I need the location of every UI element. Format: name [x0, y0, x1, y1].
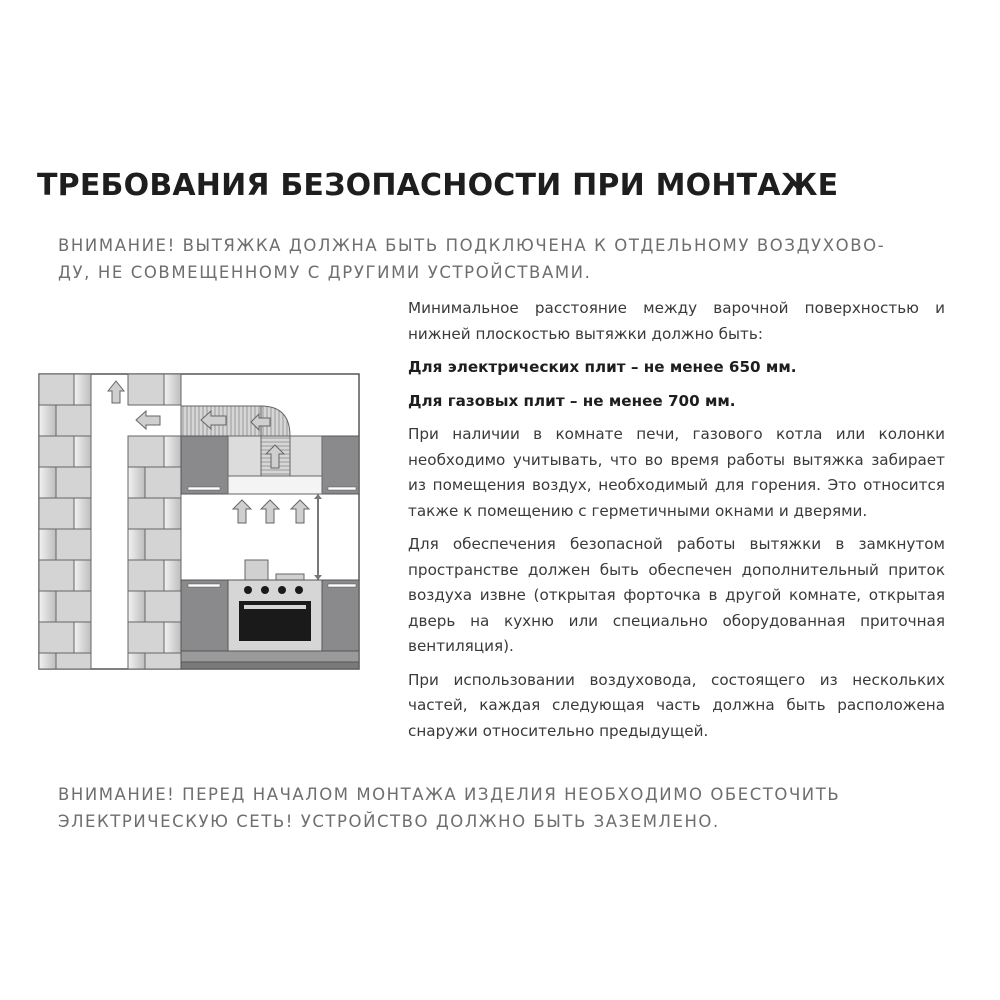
page-title: ТРЕБОВАНИЯ БЕЗОПАСНОСТИ ПРИ МОНТАЖЕ [37, 168, 839, 203]
paragraph-electric-stoves: Для электрических плит – не менее 650 мм. [408, 358, 797, 376]
diagram [38, 373, 360, 670]
kitchen-hood-diagram-icon [38, 373, 360, 670]
warning-top [58, 232, 885, 286]
paragraph-min-distance: Минимальное расстояние между варочной поверхностью и нижней плоскостью вытяжки должно быть: [408, 299, 945, 343]
paragraph-closed-space: Для обеспечения безопасной работы вытяжки в замкнутом пространстве должен быть обеспечен дополнительный приток воздуха извне (открытая форточка в другой комнате, открытая дверь на кухню или специально оборудованная приточная вентиляция). [408, 535, 945, 655]
warning-bottom-line-1: ВНИМАНИЕ! ПЕРЕД НАЧАЛОМ МОНТАЖА ИЗДЕЛИЯ НЕОБХОДИМО ОБЕСТОЧИТЬ [58, 785, 841, 804]
paragraph-duct-parts: При использовании воздуховода, состоящего из нескольких частей, каждая следующая часть должна быть расположена снаружи относительно предыдущей. [408, 670, 945, 740]
body-text [408, 296, 945, 744]
warning-bottom-line-2: ЭЛЕКТРИЧЕСКУЮ СЕТЬ! УСТРОЙСТВО ДОЛЖНО БЫТЬ ЗАЗЕМЛЕНО. [58, 812, 720, 831]
paragraph-stove-boiler: При наличии в комнате печи, газового котла или колонки необходимо учитывать, что во время работы вытяжка забирает из помещения воздух, необходимый для горения. Это относится также к помещению с герметичными окнами и дверями. [408, 425, 945, 520]
warning-top-line-2: ДУ, НЕ СОВМЕЩЕННОМУ С ДРУГИМИ УСТРОЙСТВАМИ. [58, 263, 592, 282]
warning-bottom [58, 781, 840, 835]
paragraph-gas-stoves: Для газовых плит – не менее 700 мм. [408, 391, 736, 410]
warning-top-line-1: ВНИМАНИЕ! ВЫТЯЖКА ДОЛЖНА БЫТЬ ПОДКЛЮЧЕНА К ОТДЕЛЬНОМУ ВОЗДУХОВО- [58, 236, 886, 255]
